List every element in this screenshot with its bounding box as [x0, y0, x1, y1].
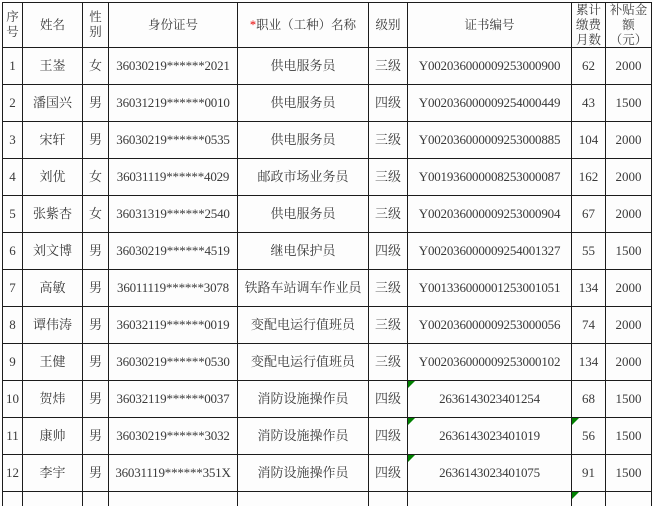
- cell-name[interactable]: 王健: [23, 344, 83, 381]
- cell-name[interactable]: 刘文博: [23, 233, 83, 270]
- cell-occupation[interactable]: 消防设施操作员: [238, 455, 369, 492]
- cell-level[interactable]: [369, 492, 408, 506]
- cell-gender[interactable]: 男: [83, 344, 109, 381]
- cell-level[interactable]: 三级: [369, 159, 408, 196]
- cell-index[interactable]: 6: [3, 233, 23, 270]
- cell-id_number[interactable]: 36011119******3078: [109, 270, 238, 307]
- cell-occupation[interactable]: 铁路车站调车作业员: [238, 270, 369, 307]
- cell-subsidy[interactable]: 1500: [606, 85, 652, 122]
- subsidy-table-sheet: [2, 2, 652, 506]
- cell-index[interactable]: 5: [3, 196, 23, 233]
- cell-gender[interactable]: 男: [83, 122, 109, 159]
- cell-occupation[interactable]: 变配电运行值班员: [238, 307, 369, 344]
- table-row: [3, 122, 652, 159]
- cell-index[interactable]: 7: [3, 270, 23, 307]
- cell-cert_no[interactable]: Y001336000001253001051: [408, 270, 572, 307]
- cell-subsidy[interactable]: 1500: [606, 418, 652, 455]
- cell-cert_no[interactable]: Y002036000009254001327: [408, 233, 572, 270]
- cell-gender[interactable]: 女: [83, 196, 109, 233]
- cell-name[interactable]: 贺炜: [23, 381, 83, 418]
- cell-index[interactable]: 1: [3, 48, 23, 85]
- header-cell-months[interactable]: 累计缴费月数: [572, 3, 606, 48]
- cell-gender[interactable]: 男: [83, 381, 109, 418]
- cell-level[interactable]: 三级: [369, 344, 408, 381]
- cell-cert_no[interactable]: Y001936000008253000087: [408, 159, 572, 196]
- cell-cert_no[interactable]: Y002036000009253000056: [408, 307, 572, 344]
- table-row: [3, 270, 652, 307]
- cell-occupation[interactable]: [238, 492, 369, 506]
- cell-name[interactable]: [23, 492, 83, 506]
- table-row-partial: [3, 492, 652, 506]
- cell-gender[interactable]: [83, 492, 109, 506]
- cell-level[interactable]: 三级: [369, 307, 408, 344]
- cell-level[interactable]: 四级: [369, 233, 408, 270]
- cell-id_number[interactable]: 36031119******4029: [109, 159, 238, 196]
- cell-cert_no[interactable]: 2636143023401019: [408, 418, 572, 455]
- cell-months[interactable]: 67: [572, 196, 606, 233]
- header-cell-name[interactable]: 姓名: [23, 3, 83, 48]
- cell-id_number[interactable]: 36030219******0530: [109, 344, 238, 381]
- table-header-row: [3, 3, 652, 48]
- header-cell-gender[interactable]: 性别: [83, 3, 109, 48]
- cell-months[interactable]: 43: [572, 85, 606, 122]
- cell-index[interactable]: [3, 492, 23, 506]
- cell-subsidy[interactable]: 2000: [606, 307, 652, 344]
- number-as-text-flag-icon: [572, 492, 579, 499]
- cell-id_number[interactable]: 36030219******4519: [109, 233, 238, 270]
- cell-name[interactable]: 潘国兴: [23, 85, 83, 122]
- cell-id_number[interactable]: 36032119******0037: [109, 381, 238, 418]
- cell-months[interactable]: 104: [572, 122, 606, 159]
- cell-months[interactable]: 91: [572, 455, 606, 492]
- cell-index[interactable]: 10: [3, 381, 23, 418]
- cell-name[interactable]: 张紫杏: [23, 196, 83, 233]
- header-cell-subsidy[interactable]: 补贴金额（元）: [606, 3, 652, 48]
- cell-id_number[interactable]: [109, 492, 238, 506]
- cell-months[interactable]: 162: [572, 159, 606, 196]
- cell-cert_no[interactable]: Y002036000009253000885: [408, 122, 572, 159]
- cell-level[interactable]: 三级: [369, 270, 408, 307]
- cell-id_number[interactable]: 36030219******0535: [109, 122, 238, 159]
- cell-occupation[interactable]: 邮政市场业务员: [238, 159, 369, 196]
- cell-subsidy[interactable]: [606, 492, 652, 506]
- header-cell-occupation[interactable]: *职业（工种）名称: [238, 3, 369, 48]
- cell-gender[interactable]: 男: [83, 418, 109, 455]
- cell-gender[interactable]: 女: [83, 159, 109, 196]
- number-as-text-flag-icon: [572, 418, 579, 425]
- cell-cert_no[interactable]: Y002036000009253000904: [408, 196, 572, 233]
- cell-name[interactable]: 宋轩: [23, 122, 83, 159]
- cell-subsidy[interactable]: 2000: [606, 344, 652, 381]
- required-mark: *: [249, 17, 257, 32]
- cell-level[interactable]: 三级: [369, 196, 408, 233]
- number-as-text-flag-icon: [408, 418, 415, 425]
- cell-level[interactable]: 四级: [369, 455, 408, 492]
- cell-name[interactable]: 李宇: [23, 455, 83, 492]
- cell-id_number[interactable]: 36031319******2540: [109, 196, 238, 233]
- number-as-text-flag-icon: [408, 381, 415, 388]
- cell-occupation[interactable]: 变配电运行值班员: [238, 344, 369, 381]
- cell-gender[interactable]: 男: [83, 85, 109, 122]
- cell-cert_no[interactable]: Y002036000009254000449: [408, 85, 572, 122]
- table-row: [3, 381, 652, 418]
- table-row: [3, 344, 652, 381]
- cell-index[interactable]: 9: [3, 344, 23, 381]
- table-row: [3, 196, 652, 233]
- cell-months[interactable]: 55: [572, 233, 606, 270]
- cell-months[interactable]: 74: [572, 307, 606, 344]
- cell-occupation[interactable]: 供电服务员: [238, 122, 369, 159]
- header-cell-id_number[interactable]: 身份证号: [109, 3, 238, 48]
- cell-subsidy[interactable]: 1500: [606, 233, 652, 270]
- cell-months[interactable]: 134: [572, 344, 606, 381]
- cell-cert_no[interactable]: [408, 492, 572, 506]
- table-row: [3, 85, 652, 122]
- table-row: [3, 418, 652, 455]
- cell-name[interactable]: 高敏: [23, 270, 83, 307]
- table-row: [3, 307, 652, 344]
- cell-cert_no[interactable]: 2636143023401254: [408, 381, 572, 418]
- cell-subsidy[interactable]: 2000: [606, 159, 652, 196]
- cell-index[interactable]: 3: [3, 122, 23, 159]
- cell-gender[interactable]: 男: [83, 233, 109, 270]
- cell-months[interactable]: 68: [572, 381, 606, 418]
- cell-level[interactable]: 三级: [369, 122, 408, 159]
- cell-occupation[interactable]: 消防设施操作员: [238, 418, 369, 455]
- cell-id_number[interactable]: 36032119******0019: [109, 307, 238, 344]
- cell-id_number[interactable]: 36030219******2021: [109, 48, 238, 85]
- cell-name[interactable]: 康帅: [23, 418, 83, 455]
- cell-cert_no[interactable]: Y002036000009253000102: [408, 344, 572, 381]
- header-cell-level[interactable]: 级别: [369, 3, 408, 48]
- cell-subsidy[interactable]: 2000: [606, 122, 652, 159]
- cell-months[interactable]: 56: [572, 418, 606, 455]
- header-cell-index[interactable]: 序号: [3, 3, 23, 48]
- cell-id_number[interactable]: 36031119******351X: [109, 455, 238, 492]
- cell-months[interactable]: 62: [572, 48, 606, 85]
- cell-subsidy[interactable]: 2000: [606, 196, 652, 233]
- cell-months[interactable]: [572, 492, 606, 506]
- table-row: [3, 233, 652, 270]
- cell-gender[interactable]: 男: [83, 307, 109, 344]
- cell-cert_no[interactable]: Y002036000009253000900: [408, 48, 572, 85]
- cell-name[interactable]: 王崟: [23, 48, 83, 85]
- number-as-text-flag-icon: [408, 455, 415, 462]
- cell-name[interactable]: 刘优: [23, 159, 83, 196]
- cell-level[interactable]: 三级: [369, 48, 408, 85]
- cell-cert_no[interactable]: 2636143023401075: [408, 455, 572, 492]
- cell-subsidy[interactable]: 1500: [606, 455, 652, 492]
- table-row: [3, 455, 652, 492]
- cell-level[interactable]: 四级: [369, 381, 408, 418]
- cell-index[interactable]: 11: [3, 418, 23, 455]
- cell-occupation[interactable]: 消防设施操作员: [238, 381, 369, 418]
- cell-subsidy[interactable]: 1500: [606, 381, 652, 418]
- header-cell-cert_no[interactable]: 证书编号: [408, 3, 572, 48]
- cell-gender[interactable]: 女: [83, 48, 109, 85]
- cell-gender[interactable]: 男: [83, 270, 109, 307]
- cell-index[interactable]: 8: [3, 307, 23, 344]
- cell-occupation[interactable]: 供电服务员: [238, 48, 369, 85]
- cell-name[interactable]: 谭伟涛: [23, 307, 83, 344]
- cell-index[interactable]: 4: [3, 159, 23, 196]
- cell-occupation[interactable]: 供电服务员: [238, 85, 369, 122]
- cell-level[interactable]: 四级: [369, 418, 408, 455]
- cell-gender[interactable]: 男: [83, 455, 109, 492]
- cell-occupation[interactable]: 继电保护员: [238, 233, 369, 270]
- cell-index[interactable]: 12: [3, 455, 23, 492]
- table-row: [3, 48, 652, 85]
- cell-index[interactable]: 2: [3, 85, 23, 122]
- cell-months[interactable]: 134: [572, 270, 606, 307]
- cell-subsidy[interactable]: 2000: [606, 270, 652, 307]
- cell-level[interactable]: 四级: [369, 85, 408, 122]
- cell-subsidy[interactable]: 2000: [606, 48, 652, 85]
- cell-id_number[interactable]: 36030219******3032: [109, 418, 238, 455]
- table-row: [3, 159, 652, 196]
- subsidy-table: [2, 2, 652, 506]
- cell-occupation[interactable]: 供电服务员: [238, 196, 369, 233]
- cell-id_number[interactable]: 36031219******0010: [109, 85, 238, 122]
